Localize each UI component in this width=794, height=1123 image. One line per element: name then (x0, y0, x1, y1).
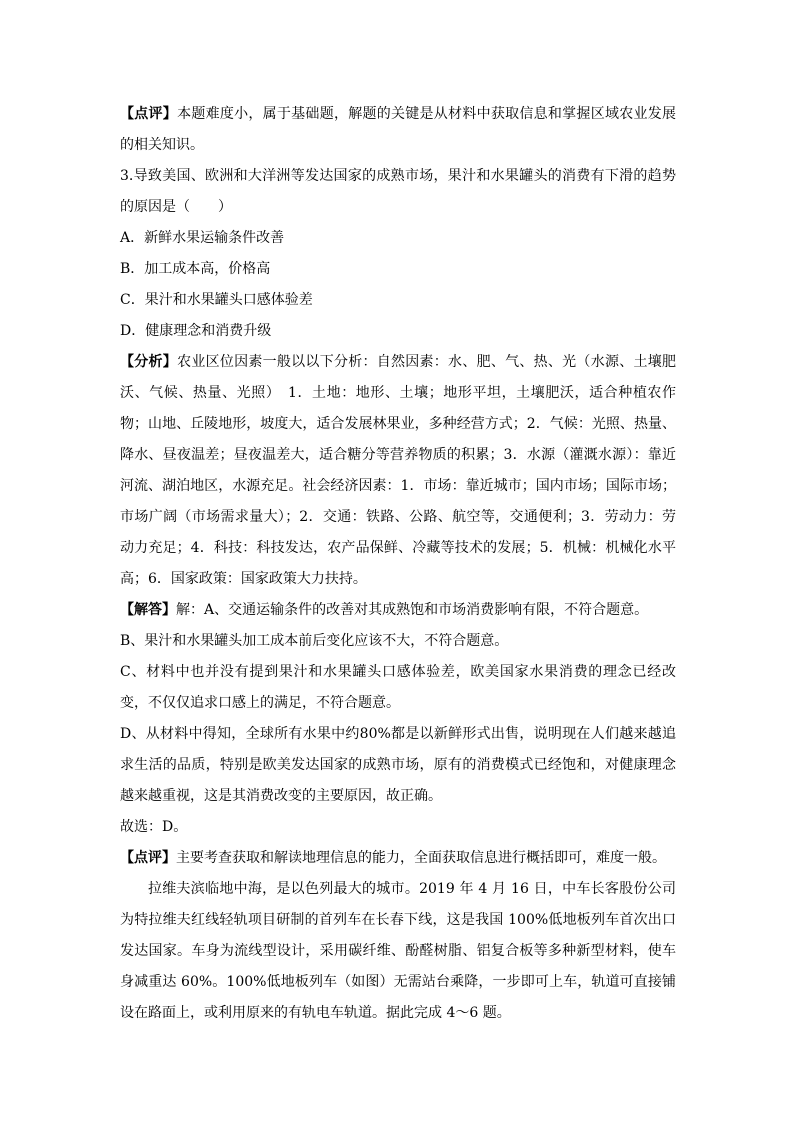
option-b (120, 254, 676, 285)
review-text: 本题难度小，属于基础题，解题的关键是从材料中获取信息和掌握区域农业发展的相关知识。 (120, 106, 677, 153)
option-c-text: C．果汁和水果罐头口感体验差 (120, 292, 313, 308)
final-choice (120, 812, 676, 843)
review-tag-2: 【点评】 (120, 850, 176, 866)
review-paragraph-1 (120, 99, 676, 161)
answer-tag: 【解答】 (120, 602, 176, 618)
question-3-stem (120, 161, 676, 223)
answer-paragraph-d (120, 719, 676, 812)
answer-paragraph-a (120, 595, 676, 626)
final-choice-text: 故选：D。 (120, 819, 188, 835)
question-text: 3.导致美国、欧洲和大洋洲等发达国家的成熟市场，果汁和水果罐头的消费有下滑的趋势的原因是（ ） (120, 168, 676, 215)
analysis-tag: 【分析】 (120, 354, 178, 370)
answer-text-b: B、果汁和水果罐头加工成本前后变化应该不大，不符合题意。 (120, 633, 509, 649)
analysis-text: 农业区位因素一般以以下分析：自然因素：水、肥、气、热、光（水源、土壤肥沃、气候、热量、光照） 1．土地：地形、土壤；地形平坦，土壤肥沃，适合种植农作物；山地、丘陵地形，坡度大，适合发展林果业，多种经营方式；2．气候：光照、热量、降水、昼夜温差；昼夜温差大，适合糖分等营养物质的积累；3．水源（灌溉水源）：靠近河流、湖泊地区，水源充足。社会经济因素：1．市场：靠近城市；国内市场；国际市场；市场广阔（市场需求量大）；2．交通：铁路、公路、航空等，交通便利；3．劳动力：劳动力充足；4．科技：科技发达，农产品保鲜、冷藏等技术的发展；5．机械：机械化水平高；6．国家政策：国家政策大力扶持。 (120, 354, 677, 587)
document-body (120, 99, 676, 1029)
analysis-paragraph (120, 347, 676, 595)
review-tag: 【点评】 (120, 106, 178, 122)
answer-text-c: C、材料中也并没有提到果汁和水果罐头口感体验差，欧美国家水果消费的理念已经改变，不仅仅追求口感上的满足，不符合题意。 (120, 664, 676, 711)
material-text: 拉维夫滨临地中海，是以色列最大的城市。2019 年 4 月 16 日，中车长客股份公司为特拉维夫红线轻轨项目研制的首列车在长春下线，这是我国 100%低地板列车首次出口发达国家。车身为流线型设计，采用碳纤维、酚醛树脂、铝复合板等多种新型材料，使车身减重达 60%。100%低地板列车（如图）无需站台乘降，一步即可上车，轨道可直接铺设在路面上，或利用原来的有轨电车轨道。据此完成 4～6 题。 (120, 881, 676, 1021)
option-d-text: D．健康理念和消费升级 (120, 323, 272, 339)
review-text-2: 主要考查获取和解读地理信息的能力，全面获取信息进行概括即可，难度一般。 (176, 850, 666, 866)
option-d (120, 316, 676, 347)
review-paragraph-2 (120, 843, 676, 874)
answer-text-a: 解：A、交通运输条件的改善对其成熟饱和市场消费影响有限，不符合题意。 (176, 602, 649, 618)
option-c (120, 285, 676, 316)
material-paragraph (120, 874, 676, 1029)
option-a (120, 223, 676, 254)
answer-text-d: D、从材料中得知，全球所有水果中约80%都是以新鲜形式出售，说明现在人们越来越追求生活的品质，特别是欧美发达国家的成熟市场，原有的消费模式已经饱和，对健康理念越来越重视，这是其消费改变的主要原因，故正确。 (120, 726, 676, 804)
option-b-text: B．加工成本高，价格高 (120, 261, 271, 277)
option-a-text: A．新鲜水果运输条件改善 (120, 230, 285, 246)
answer-paragraph-c (120, 657, 676, 719)
answer-paragraph-b (120, 626, 676, 657)
